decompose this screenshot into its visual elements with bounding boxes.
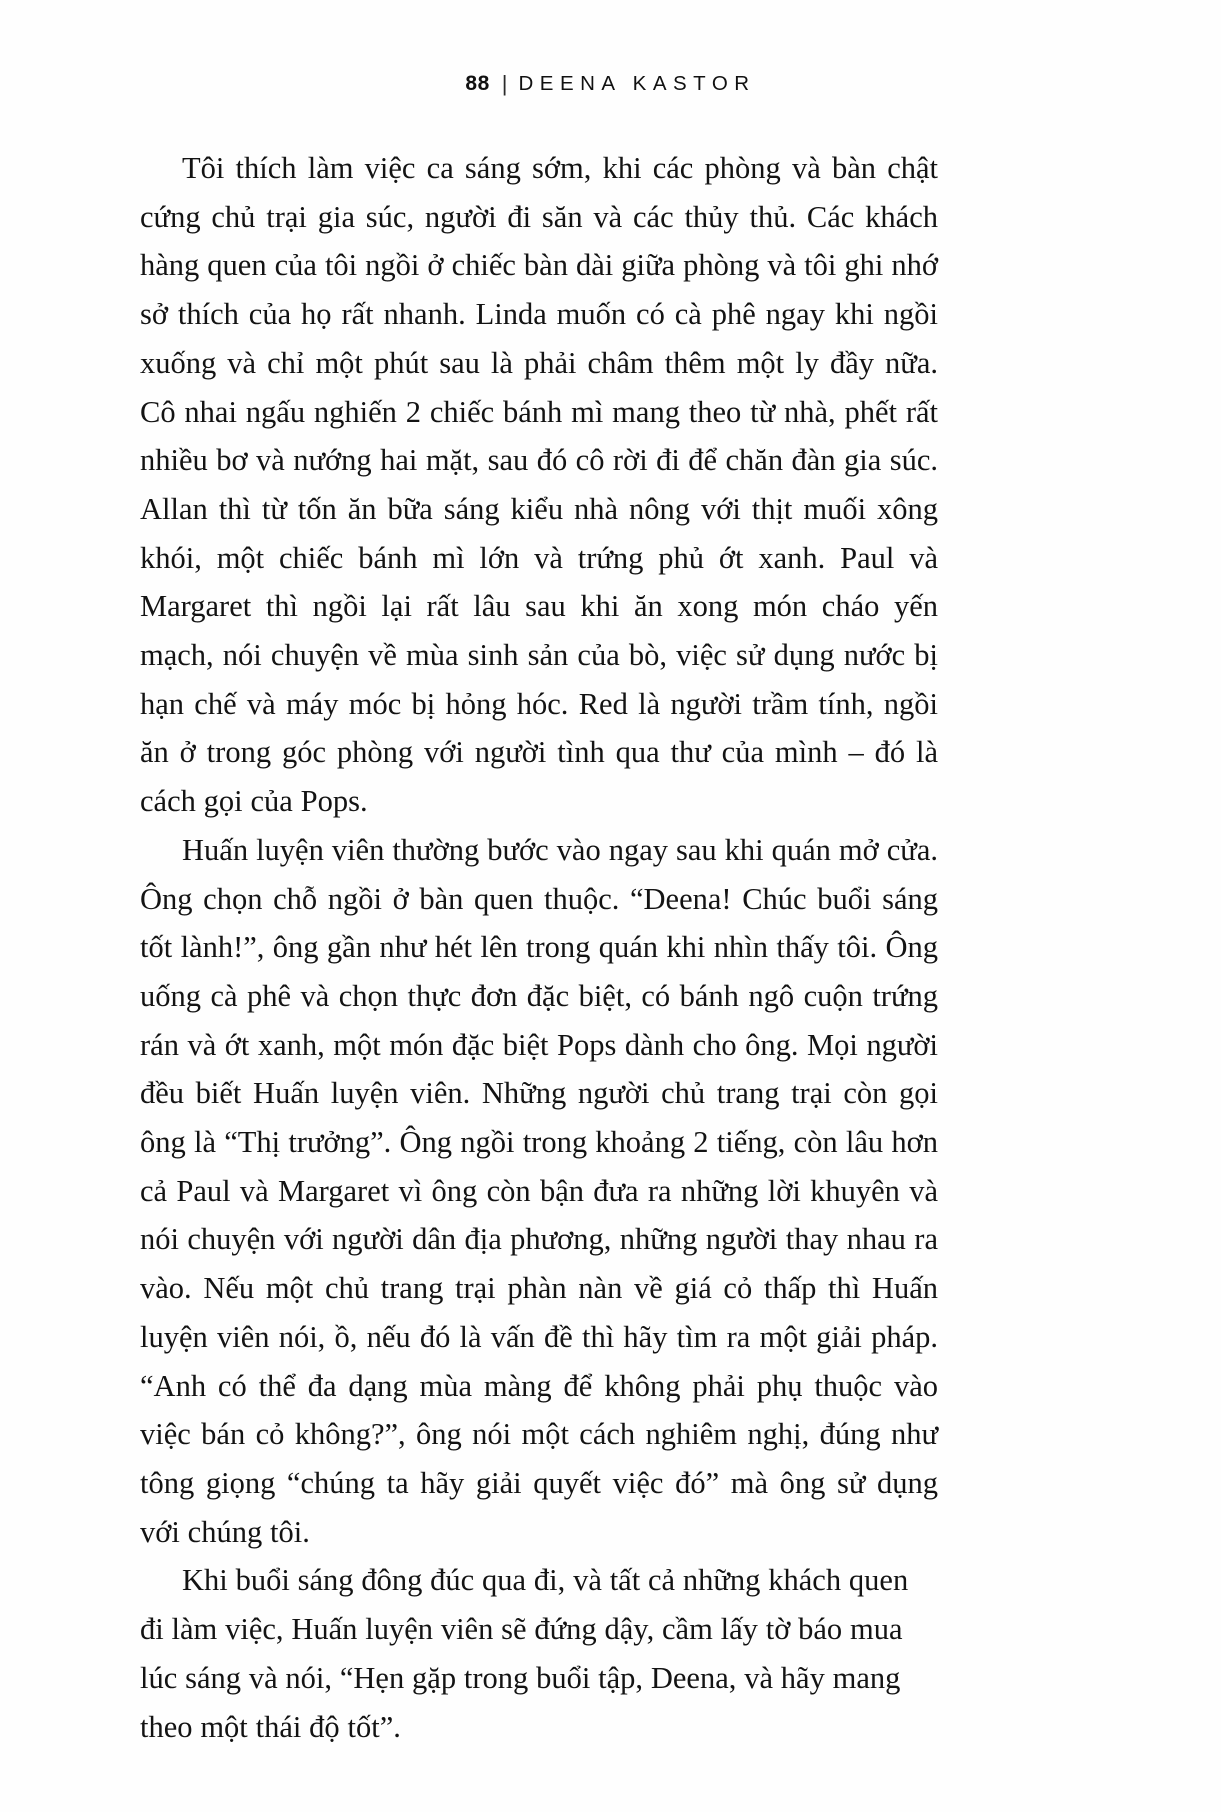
body-text-block (140, 144, 938, 1751)
running-head-separator: | (501, 71, 508, 96)
paragraph-1: Tôi thích làm việc ca sáng sớm, khi các phòng và bàn chật cứng chủ trại gia súc, người đi săn và các thủy thủ. Các khách hàng quen của tôi ngồi ở chiếc bàn dài giữa phòng và tôi ghi nhớ sở thích của họ rất nhanh. Linda muốn có cà phê ngay khi ngồi xuống và chỉ một phút sau là phải châm thêm một ly đầy nữa. Cô nhai ngấu nghiến 2 chiếc bánh mì mang theo từ nhà, phết rất nhiều bơ và nướng hai mặt, sau đó cô rời đi để chăn đàn gia súc. Allan thì từ tốn ăn bữa sáng kiểu nhà nông với thịt muối xông khói, một chiếc bánh mì lớn và trứng phủ ớt xanh. Paul và Margaret thì ngồi lại rất lâu sau khi ăn xong món cháo yến mạch, nói chuyện về mùa sinh sản của bò, việc sử dụng nước bị hạn chế và máy móc bị hỏng hóc. Red là người trầm tính, ngồi ăn ở trong góc phòng với người tình qua thư của mình – đó là cách gọi của Pops. (140, 151, 938, 819)
running-head-author: DEENA KASTOR (518, 72, 756, 95)
paragraph-2: Huấn luyện viên thường bước vào ngay sau khi quán mở cửa. Ông chọn chỗ ngồi ở bàn quen thuộc. “Deena! Chúc buổi sáng tốt lành!”, ông gần như hét lên trong quán khi nhìn thấy tôi. Ông uống cà phê và chọn thực đơn đặc biệt, có bánh ngô cuộn trứng rán và ớt xanh, một món đặc biệt Pops dành cho ông. Mọi người đều biết Huấn luyện viên. Những người chủ trang trại còn gọi ông là “Thị trưởng”. Ông ngồi trong khoảng 2 tiếng, còn lâu hơn cả Paul và Margaret vì ông còn bận đưa ra những lời khuyên và nói chuyện với người dân địa phương, những người thay nhau ra vào. Nếu một chủ trang trại phàn nàn về giá cỏ thấp thì Huấn luyện viên nói, ồ, nếu đó là vấn đề thì hãy tìm ra một giải pháp. “Anh có thể đa dạng mùa màng để không phải phụ thuộc vào việc bán cỏ không?”, ông nói một cách nghiêm nghị, đúng như tông giọng “chúng ta hãy giải quyết việc đó” mà ông sử dụng với chúng tôi. (140, 832, 938, 1549)
running-head (0, 72, 1221, 95)
paragraph-3: Khi buổi sáng đông đúc qua đi, và tất cả những khách quen đi làm việc, Huấn luyện viên sẽ đứng dậy, cầm lấy tờ báo mua lúc sáng và nói, “Hẹn gặp trong buổi tập, Deena, và hãy mang theo một thái độ tốt”. (140, 1563, 909, 1744)
page-number: 88 (465, 72, 490, 95)
